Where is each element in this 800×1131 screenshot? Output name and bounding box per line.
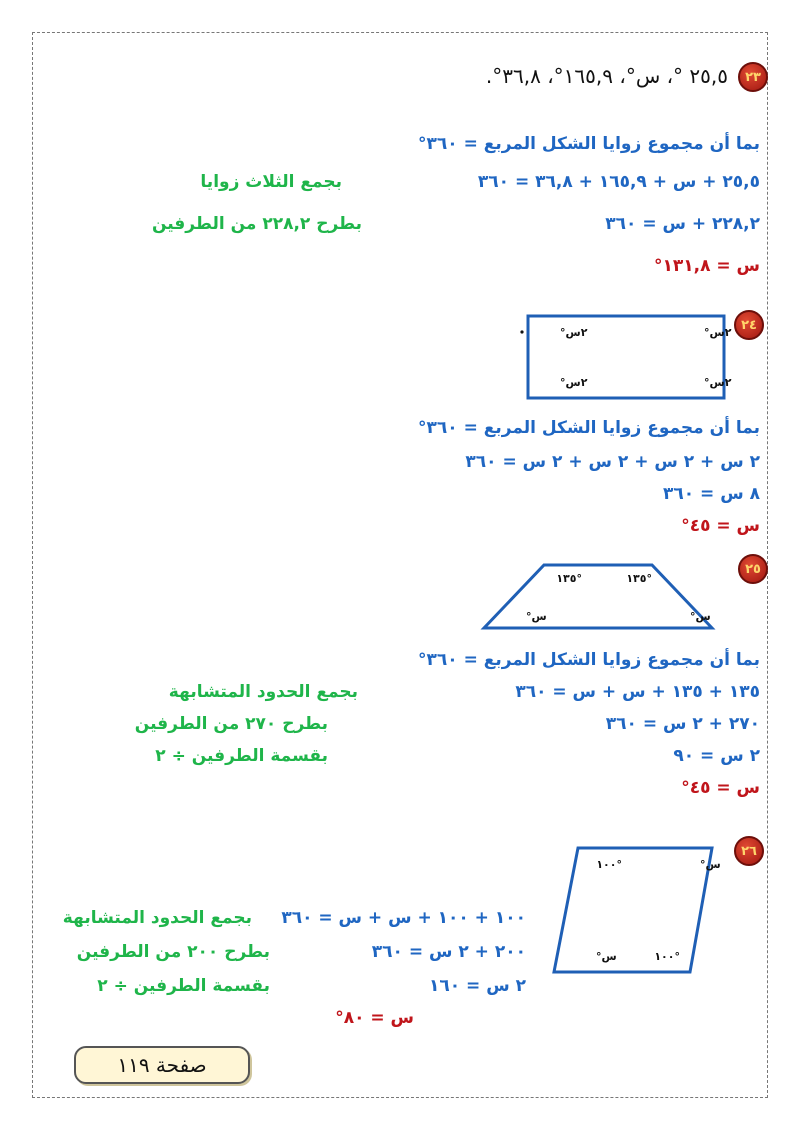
q25-note-2: بطرح ٢٧٠ من الطرفين bbox=[134, 714, 328, 734]
q26-angle-label: ١٠٠° bbox=[596, 858, 622, 871]
page-number-label: صفحة ١١٩ bbox=[74, 1046, 250, 1084]
q23-step-2: ٢٢٨,٢ + س = ٣٦٠ bbox=[605, 214, 760, 234]
q26-note-3: بقسمة الطرفين ÷ ٢ bbox=[97, 976, 270, 996]
q24-step-2: ٨ س = ٣٦٠ bbox=[663, 484, 760, 504]
q26-note-2: بطرح ٢٠٠ من الطرفين bbox=[76, 942, 270, 962]
q25-step-3: ٢ س = ٩٠ bbox=[673, 746, 760, 766]
q26-angle-label: ١٠٠° bbox=[654, 950, 680, 963]
q25-note-1: بجمع الحدود المتشابهة bbox=[168, 682, 358, 702]
q25-step-2: ٢٧٠ + ٢ س = ٣٦٠ bbox=[605, 714, 760, 734]
q26-step-1: ١٠٠ + ١٠٠ + س + س = ٣٦٠ bbox=[281, 908, 526, 928]
q24-rule: بما أن مجموع زوايا الشكل المربع = ٣٦٠° bbox=[418, 418, 760, 438]
q23-rule: بما أن مجموع زوايا الشكل المربع = ٣٦٠° bbox=[418, 134, 760, 154]
q26-answer: س = ٨٠° bbox=[335, 1008, 414, 1028]
q25-rule: بما أن مجموع زوايا الشكل المربع = ٣٦٠° bbox=[418, 650, 760, 670]
q25-angle-label: س° bbox=[526, 610, 547, 623]
q26-angle-label: س° bbox=[700, 858, 721, 871]
q23-note-2: بطرح ٢٢٨,٢ من الطرفين bbox=[151, 214, 362, 234]
q26-angle-label: س° bbox=[596, 950, 617, 963]
question-24-badge: ٢٤ bbox=[734, 310, 764, 340]
question-23-badge: ٢٣ bbox=[738, 62, 768, 92]
q24-angle-label: ٢س° bbox=[704, 376, 732, 389]
q25-angle-label: س° bbox=[690, 610, 711, 623]
q23-step-1: ٢٥,٥ + س + ١٦٥,٩ + ٣٦,٨ = ٣٦٠ bbox=[477, 172, 760, 192]
q25-trapezoid-figure bbox=[480, 562, 716, 632]
q24-angle-label: ٢س° bbox=[704, 326, 732, 339]
q26-parallelogram-figure bbox=[550, 842, 720, 978]
q23-answer: س = ١٣١,٨° bbox=[653, 256, 760, 276]
q24-step-1: ٢ س + ٢ س + ٢ س + ٢ س = ٣٦٠ bbox=[465, 452, 760, 472]
q25-step-1: ١٣٥ + ١٣٥ + س + س = ٣٦٠ bbox=[515, 682, 760, 702]
q26-step-2: ٢٠٠ + ٢ س = ٣٦٠ bbox=[371, 942, 526, 962]
q25-answer: س = ٤٥° bbox=[681, 778, 760, 798]
q25-note-3: بقسمة الطرفين ÷ ٢ bbox=[155, 746, 328, 766]
q26-step-3: ٢ س = ١٦٠ bbox=[429, 976, 526, 996]
q24-answer: س = ٤٥° bbox=[681, 516, 760, 536]
q23-note-1: بجمع الثلاث زوايا bbox=[200, 172, 342, 192]
question-25-badge: ٢٥ bbox=[738, 554, 768, 584]
q25-angle-label: ١٣٥° bbox=[556, 572, 582, 585]
q25-angle-label: ١٣٥° bbox=[626, 572, 652, 585]
q26-note-1: بجمع الحدود المتشابهة bbox=[62, 908, 252, 928]
q24-angle-label: ٢س° bbox=[560, 376, 588, 389]
q23-given-angles: ٢٥,٥ °، س°، ١٦٥,٩°، ٣٦,٨°. bbox=[485, 64, 728, 88]
question-26-badge: ٢٦ bbox=[734, 836, 764, 866]
q24-rectangle-figure bbox=[518, 312, 732, 402]
q24-angle-label: ٢س° bbox=[560, 326, 588, 339]
